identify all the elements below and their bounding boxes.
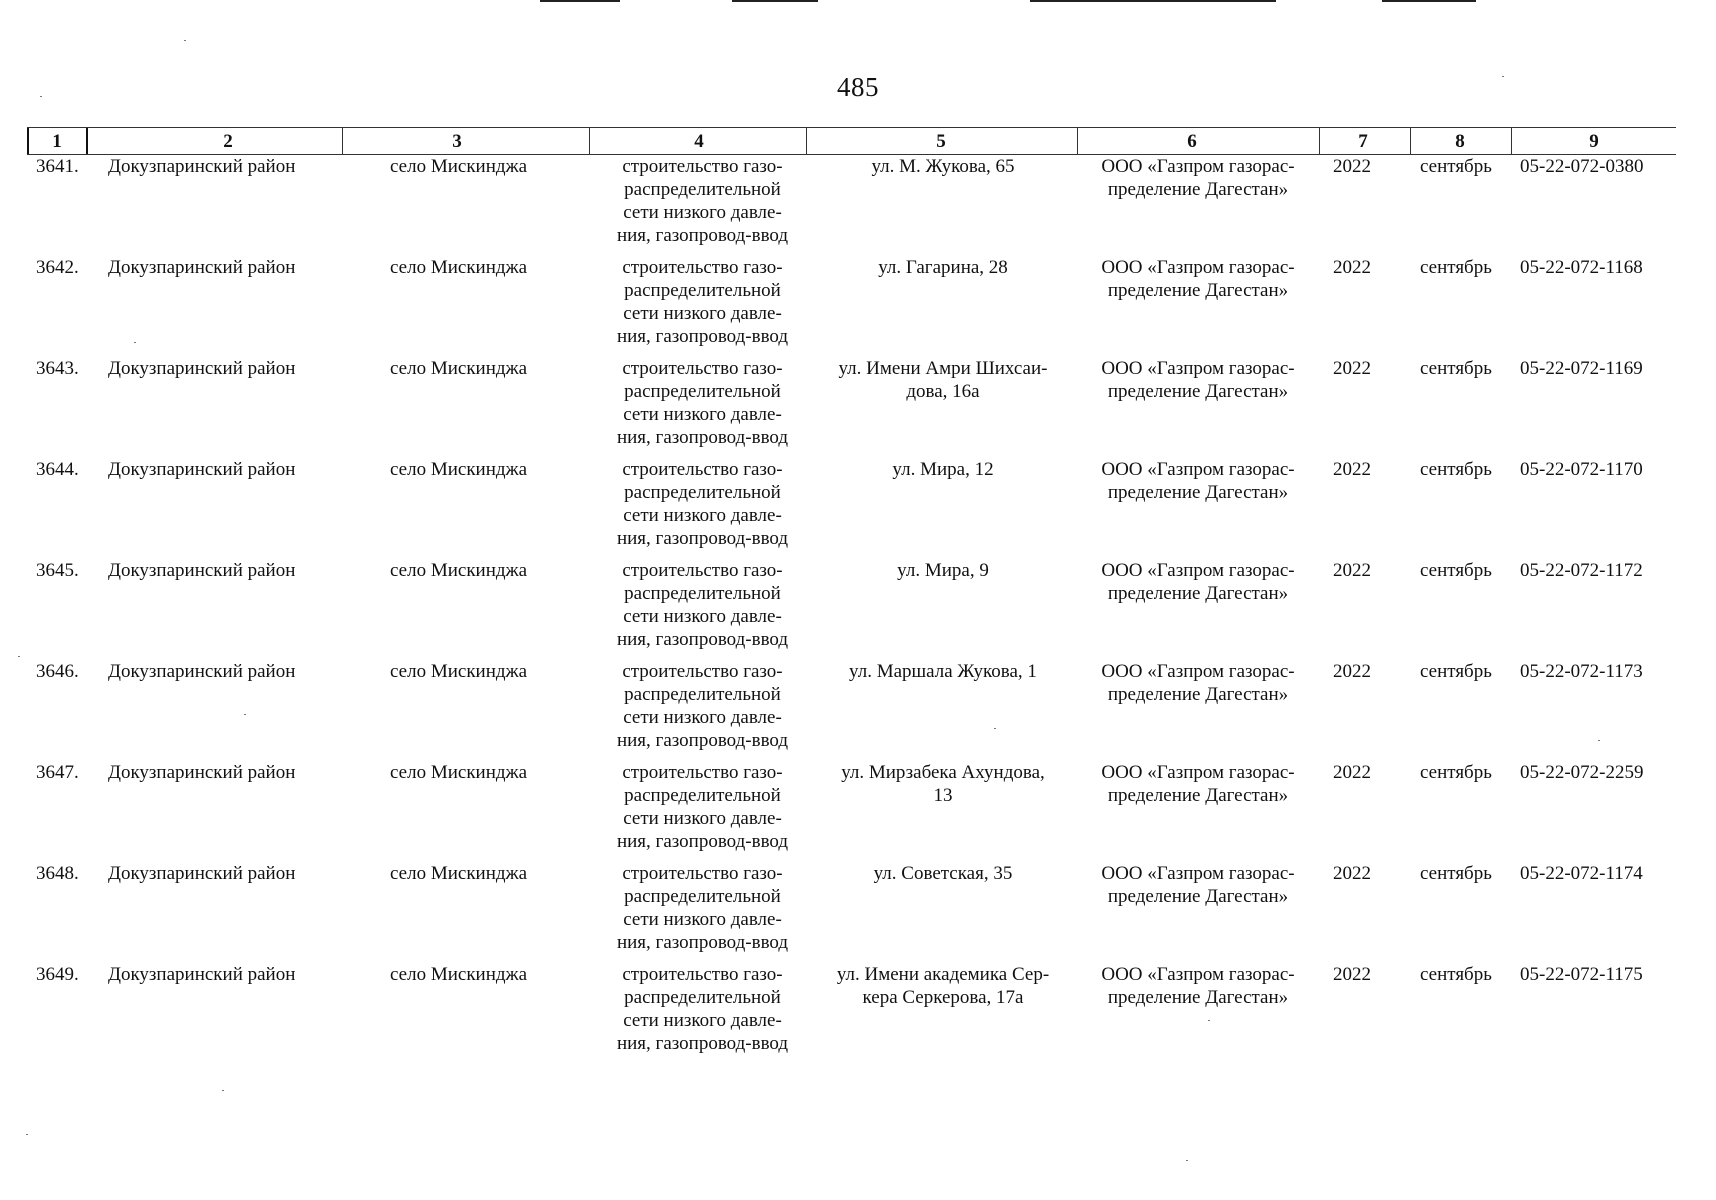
scan-speck — [18, 656, 20, 657]
org-line: ООО «Газпром газорас- — [1101, 257, 1295, 278]
address-line: ул. Советская, 35 — [873, 863, 1013, 884]
top-rule — [732, 0, 818, 2]
header-col-5: 5 — [936, 131, 946, 152]
org-line: ООО «Газпром газорас- — [1101, 863, 1295, 884]
header-col-3: 3 — [452, 131, 462, 152]
scan-speck — [1186, 1160, 1188, 1161]
work-line: сети низкого давле- — [623, 909, 782, 930]
village: село Мискинджа — [390, 964, 528, 985]
org-line: пределение Дагестан» — [1107, 381, 1289, 402]
work-line: распределительной — [624, 987, 781, 1008]
row-number: 3647. — [36, 762, 79, 783]
table-header — [27, 127, 1676, 155]
address — [818, 862, 1068, 885]
row-number: 3643. — [36, 358, 79, 379]
month: сентябрь — [1420, 964, 1492, 985]
scan-speck — [184, 40, 186, 41]
work-line: ния, газопровод-ввод — [616, 932, 789, 953]
organization — [1083, 559, 1313, 605]
header-col-4: 4 — [694, 131, 704, 152]
top-rule — [1382, 0, 1476, 2]
scan-speck — [222, 1090, 224, 1091]
month: сентябрь — [1420, 863, 1492, 884]
org-line: пределение Дагестан» — [1107, 886, 1289, 907]
district: Докузпаринский район — [108, 762, 296, 783]
work-line: ния, газопровод-ввод — [616, 326, 789, 347]
work-line: ния, газопровод-ввод — [616, 528, 789, 549]
work-description — [600, 256, 805, 348]
month: сентябрь — [1420, 257, 1492, 278]
org-line: пределение Дагестан» — [1107, 179, 1289, 200]
work-line: ния, газопровод-ввод — [616, 225, 789, 246]
year: 2022 — [1333, 560, 1371, 581]
work-line: распределительной — [624, 381, 781, 402]
header-col-1: 1 — [52, 131, 62, 152]
work-line: сети низкого давле- — [623, 303, 782, 324]
year: 2022 — [1333, 762, 1371, 783]
organization — [1083, 357, 1313, 403]
top-rule — [1030, 0, 1276, 2]
address-line: ул. Мирзабека Ахундова, — [841, 762, 1045, 783]
object-code: 05-22-072-1173 — [1520, 661, 1643, 682]
work-line: ния, газопровод-ввод — [616, 629, 789, 650]
address — [818, 155, 1068, 178]
year: 2022 — [1333, 257, 1371, 278]
work-line: сети низкого давле- — [623, 707, 782, 728]
org-line: пределение Дагестан» — [1107, 684, 1289, 705]
work-description — [600, 155, 805, 247]
work-line: распределительной — [624, 684, 781, 705]
address-line: 13 — [933, 785, 953, 806]
district: Докузпаринский район — [108, 257, 296, 278]
work-line: строительство газо- — [622, 459, 783, 480]
district: Докузпаринский район — [108, 156, 296, 177]
month: сентябрь — [1420, 560, 1492, 581]
year: 2022 — [1333, 964, 1371, 985]
work-description — [600, 559, 805, 651]
address — [818, 357, 1068, 403]
address-line: ул. Имени академика Сер- — [836, 964, 1050, 985]
row-number: 3644. — [36, 459, 79, 480]
work-line: сети низкого давле- — [623, 202, 782, 223]
row-number: 3641. — [36, 156, 79, 177]
work-line: строительство газо- — [622, 762, 783, 783]
district: Докузпаринский район — [108, 560, 296, 581]
month: сентябрь — [1420, 762, 1492, 783]
organization — [1083, 458, 1313, 504]
village: село Мискинджа — [390, 661, 528, 682]
work-line: строительство газо- — [622, 863, 783, 884]
scan-speck — [134, 342, 136, 343]
organization — [1083, 963, 1313, 1009]
row-number: 3642. — [36, 257, 79, 278]
work-description — [600, 660, 805, 752]
address — [818, 761, 1068, 807]
header-col-6: 6 — [1187, 131, 1197, 152]
org-line: ООО «Газпром газорас- — [1101, 358, 1295, 379]
org-line: пределение Дагестан» — [1107, 280, 1289, 301]
work-line: сети низкого давле- — [623, 1010, 782, 1031]
district: Докузпаринский район — [108, 964, 296, 985]
scan-speck — [26, 1134, 28, 1135]
village: село Мискинджа — [390, 257, 528, 278]
work-line: ния, газопровод-ввод — [616, 427, 789, 448]
object-code: 05-22-072-1169 — [1520, 358, 1643, 379]
address — [818, 256, 1068, 279]
work-line: распределительной — [624, 785, 781, 806]
work-line: строительство газо- — [622, 560, 783, 581]
district: Докузпаринский район — [108, 459, 296, 480]
month: сентябрь — [1420, 459, 1492, 480]
row-number: 3645. — [36, 560, 79, 581]
object-code: 05-22-072-1170 — [1520, 459, 1643, 480]
work-line: распределительной — [624, 886, 781, 907]
org-line: пределение Дагестан» — [1107, 583, 1289, 604]
village: село Мискинджа — [390, 560, 528, 581]
year: 2022 — [1333, 156, 1371, 177]
work-line: строительство газо- — [622, 661, 783, 682]
org-line: пределение Дагестан» — [1107, 785, 1289, 806]
year: 2022 — [1333, 661, 1371, 682]
scan-speck — [994, 728, 996, 729]
work-line: строительство газо- — [622, 358, 783, 379]
district: Докузпаринский район — [108, 863, 296, 884]
village: село Мискинджа — [390, 358, 528, 379]
address-line: ул. Маршала Жукова, 1 — [849, 661, 1037, 682]
org-line: пределение Дагестан» — [1107, 987, 1289, 1008]
org-line: пределение Дагестан» — [1107, 482, 1289, 503]
work-line: строительство газо- — [622, 964, 783, 985]
org-line: ООО «Газпром газорас- — [1101, 560, 1295, 581]
header-col-9: 9 — [1589, 131, 1599, 152]
address-line: дова, 16а — [906, 381, 980, 402]
header-col-8: 8 — [1455, 131, 1465, 152]
object-code: 05-22-072-1175 — [1520, 964, 1643, 985]
page-number: 485 — [837, 72, 879, 102]
organization — [1083, 155, 1313, 201]
year: 2022 — [1333, 459, 1371, 480]
row-number: 3646. — [36, 661, 79, 682]
scan-speck — [244, 714, 246, 715]
org-line: ООО «Газпром газорас- — [1101, 762, 1295, 783]
work-line: распределительной — [624, 280, 781, 301]
work-line: ния, газопровод-ввод — [616, 831, 789, 852]
object-code: 05-22-072-1174 — [1520, 863, 1643, 884]
month: сентябрь — [1420, 156, 1492, 177]
work-description — [600, 963, 805, 1055]
org-line: ООО «Газпром газорас- — [1101, 964, 1295, 985]
work-line: ния, газопровод-ввод — [616, 1033, 789, 1054]
organization — [1083, 660, 1313, 706]
address-line: ул. Гагарина, 28 — [878, 257, 1008, 278]
address — [818, 660, 1068, 683]
village: село Мискинджа — [390, 459, 528, 480]
work-line: сети низкого давле- — [623, 505, 782, 526]
organization — [1083, 256, 1313, 302]
address-line: ул. Мира, 12 — [892, 459, 994, 480]
work-line: сети низкого давле- — [623, 808, 782, 829]
work-line: строительство газо- — [622, 156, 783, 177]
work-description — [600, 862, 805, 954]
district: Докузпаринский район — [108, 661, 296, 682]
work-line: ния, газопровод-ввод — [616, 730, 789, 751]
work-description — [600, 761, 805, 853]
object-code: 05-22-072-0380 — [1520, 156, 1644, 177]
scan-speck — [1208, 1020, 1210, 1021]
village: село Мискинджа — [390, 762, 528, 783]
work-line: строительство газо- — [622, 257, 783, 278]
village: село Мискинджа — [390, 863, 528, 884]
district: Докузпаринский район — [108, 358, 296, 379]
object-code: 05-22-072-2259 — [1520, 762, 1644, 783]
address-line: ул. Имени Амри Шихсаи- — [838, 358, 1048, 379]
row-number: 3649. — [36, 964, 79, 985]
address — [818, 559, 1068, 582]
address — [818, 458, 1068, 481]
scan-speck — [1598, 740, 1600, 741]
year: 2022 — [1333, 863, 1371, 884]
year: 2022 — [1333, 358, 1371, 379]
month: сентябрь — [1420, 358, 1492, 379]
org-line: ООО «Газпром газорас- — [1101, 459, 1295, 480]
work-line: распределительной — [624, 179, 781, 200]
org-line: ООО «Газпром газорас- — [1101, 156, 1295, 177]
work-line: распределительной — [624, 583, 781, 604]
organization — [1083, 761, 1313, 807]
address — [818, 963, 1068, 1009]
work-line: распределительной — [624, 482, 781, 503]
address-line: ул. М. Жукова, 65 — [871, 156, 1015, 177]
row-number: 3648. — [36, 863, 79, 884]
village: село Мискинджа — [390, 156, 528, 177]
work-line: сети низкого давле- — [623, 404, 782, 425]
org-line: ООО «Газпром газорас- — [1101, 661, 1295, 682]
object-code: 05-22-072-1172 — [1520, 560, 1643, 581]
work-description — [600, 357, 805, 449]
work-line: сети низкого давле- — [623, 606, 782, 627]
header-col-2: 2 — [223, 131, 233, 152]
address-line: ул. Мира, 9 — [897, 560, 989, 581]
header-col-7: 7 — [1358, 131, 1368, 152]
work-description — [600, 458, 805, 550]
organization — [1083, 862, 1313, 908]
object-code: 05-22-072-1168 — [1520, 257, 1643, 278]
address-line: кера Серкерова, 17а — [862, 987, 1024, 1008]
top-rule — [540, 0, 620, 2]
month: сентябрь — [1420, 661, 1492, 682]
